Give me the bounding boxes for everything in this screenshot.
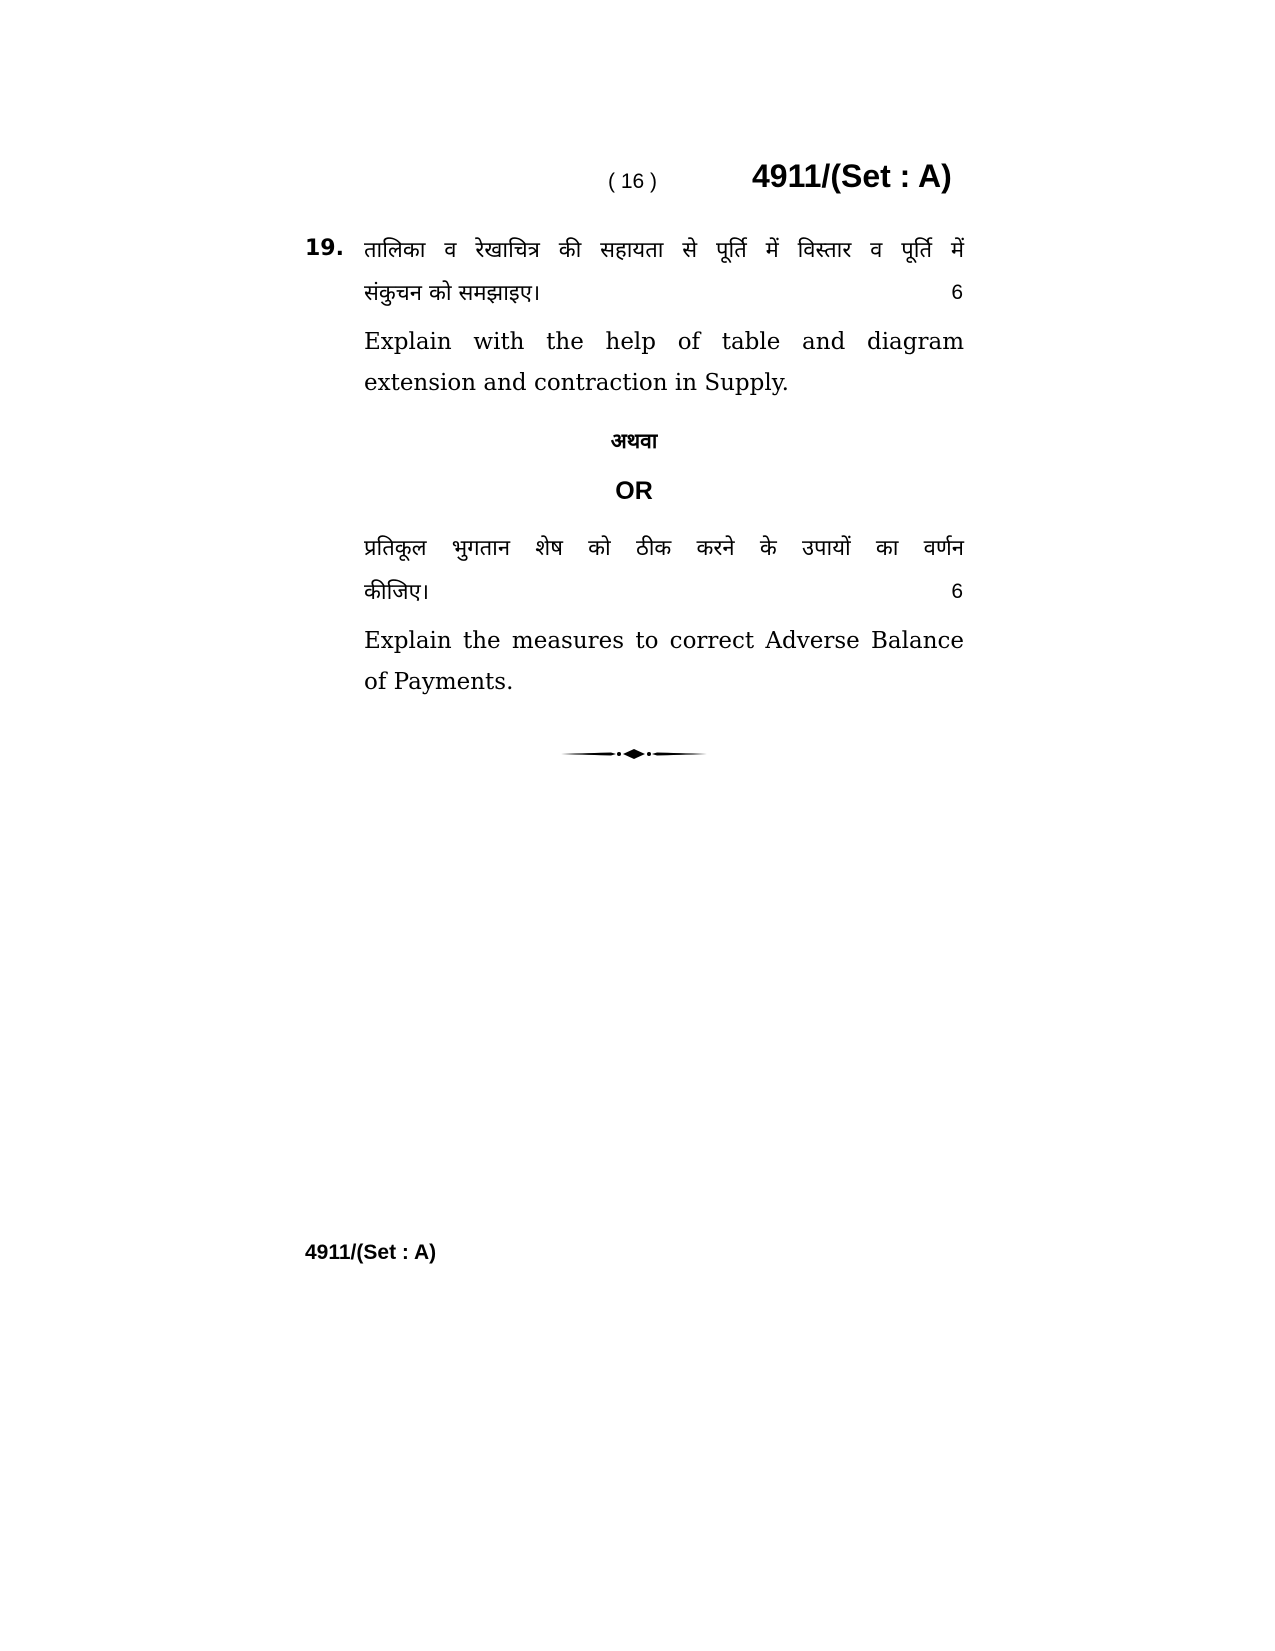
question-hindi-line-1: तालिका व रेखाचित्र की सहायता से पूर्ति में विस्तार व पूर्ति में: [364, 238, 964, 263]
end-ornament-divider: [561, 746, 707, 762]
question-english-text: [364, 322, 964, 404]
alt-question-english-text: [364, 621, 964, 703]
alt-question-marks: 6: [951, 580, 963, 603]
or-hindi: अथवा: [610, 429, 658, 453]
page-number: ( 16 ): [608, 170, 658, 193]
question-hindi-line-2: संकुचन को समझाइए।: [364, 281, 541, 306]
alt-question-hindi-line-2: कीजिए।: [364, 580, 430, 605]
question-english-line-2: extension and contraction in Supply.: [364, 370, 789, 396]
alt-question-hindi-line-1: प्रतिकूल भुगतान शेष को ठीक करने के उपायों का वर्णन: [364, 536, 964, 561]
paper-code-footer: 4911/(Set : A): [305, 1241, 437, 1264]
question-english-line-1: Explain with the help of table and diagram: [364, 329, 964, 355]
question-number: 19.: [305, 236, 344, 261]
alt-question-english-line-2: of Payments.: [364, 669, 514, 695]
question-marks: 6: [951, 281, 963, 304]
alt-question-english-line-1: Explain the measures to correct Adverse Balance: [364, 628, 964, 654]
or-english: OR: [615, 477, 653, 505]
paper-code-header: 4911/(Set : A): [752, 158, 952, 194]
